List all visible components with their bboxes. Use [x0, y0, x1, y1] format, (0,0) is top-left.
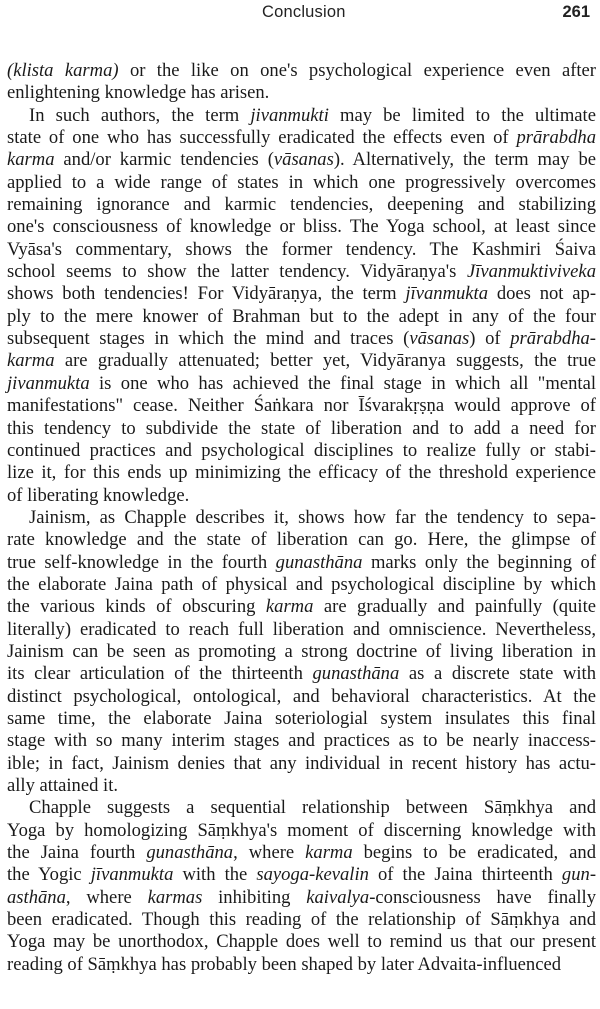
- text-line: karma and/or karmic tendencies (vāsanas). Alternatively, the term may be: [7, 149, 596, 171]
- text-line: its clear articulation of the thirteenth gunasthāna as a discrete state with: [7, 663, 597, 685]
- text-line: of liberating knowledge.: [7, 484, 190, 506]
- text-line: manifestations" cease. Neither Śaṅkara nor Īśvarakṛṣṇa would approve of: [7, 395, 596, 417]
- text-line: true self-knowledge in the fourth gunasthāna marks only the beginning of: [7, 551, 597, 573]
- text-line: karma are gradually attenuated; better yet, Vidyāranya suggests, the true: [7, 350, 596, 372]
- paragraph: [7, 797, 596, 976]
- text-line: the elaborate Jaina path of physical and psychological discipline by which: [7, 573, 596, 595]
- text-line: this tendency to subdivide the state of liberation and to add a need for: [7, 417, 596, 439]
- text-line: stage with so many interim stages and practices as to be nearly inaccess-: [7, 730, 596, 752]
- paragraph: [7, 105, 596, 507]
- text-line: school seems to show the latter tendency. Vidyāraṇya's Jīvanmuktiviveka: [7, 261, 596, 283]
- text-line: one's consciousness of knowledge or bliss. The Yoga school, at least since: [7, 216, 596, 238]
- text-line: enlightening knowledge has arisen.: [7, 82, 270, 104]
- text-line: same time, the elaborate Jaina soteriologial system insulates this final: [7, 707, 596, 729]
- text-line: (klista karma) or the like on one's psychological experience even after: [7, 60, 597, 81]
- text-line: reading of Sāṃkhya has probably been shaped by later Advaita-influenced: [7, 953, 562, 975]
- text-line: the Jaina fourth gunasthāna, where karma begins to be eradicated, and: [7, 842, 596, 864]
- text-line: applied to a wide range of states in which one progressively overcomes: [7, 171, 596, 193]
- text-line: distinct psychological, ontological, and behavioral characteristics. At the: [7, 685, 596, 707]
- text-line: rate knowledge and the state of liberation can go. Here, the glimpse of: [7, 529, 596, 551]
- text-line: asthāna, where karmas inhibiting kaivalya-consciousness have finally: [7, 886, 596, 908]
- text-line: ally attained it.: [7, 775, 119, 796]
- text-line: ply to the mere knower of Brahman but to the adept in any of the four: [7, 305, 596, 327]
- body-text: [7, 60, 596, 976]
- text-line: ible; in fact, Jainism denies that any individual in recent history has actu-: [7, 752, 596, 774]
- text-line: the Yogic jīvanmukta with the sayoga-kevalin of the Jaina thirteenth gun-: [7, 864, 597, 886]
- text-line: Jainism, as Chapple describes it, shows how far the tendency to sepa-: [29, 506, 596, 528]
- paragraph: [7, 507, 596, 797]
- text-line: continued practices and psychological disciplines to realize fully or stabi-: [7, 439, 596, 461]
- running-head: [0, 3, 600, 27]
- text-line: Yoga may be unorthodox, Chapple does well to remind us that our present: [7, 931, 596, 953]
- text-line: lize it, for this ends up minimizing the efficacy of the threshold experience: [7, 462, 596, 484]
- text-line: In such authors, the term jivanmukti may be limited to the ultimate: [29, 104, 596, 126]
- text-line: jivanmukta is one who has achieved the final stage in which all "mental: [7, 372, 596, 394]
- text-line: shows both tendencies! For Vidyāraṇya, the term jīvanmukta does not ap-: [7, 283, 597, 305]
- chapter-title: Conclusion: [262, 3, 346, 21]
- text-line: Jainism can be seen as promoting a strong doctrine of living liberation in: [7, 640, 596, 662]
- paragraph: [7, 60, 596, 105]
- text-line: Vyāsa's commentary, shows the former tendency. The Kashmiri Śaiva: [7, 238, 596, 260]
- page-number: 261: [562, 3, 590, 21]
- text-line: literally) eradicated to reach full liberation and omniscience. Nevertheless,: [7, 618, 596, 640]
- text-line: the various kinds of obscuring karma are gradually and painfully (quite: [7, 596, 596, 618]
- text-line: Chapple suggests a sequential relationship between Sāṃkhya and: [29, 797, 596, 819]
- text-line: subsequent stages in which the mind and traces (vāsanas) of prārabdha-: [7, 328, 596, 350]
- text-line: state of one who has successfully eradicated the effects even of prārabdha: [7, 127, 596, 149]
- text-line: been eradicated. Though this reading of the relationship of Sāṃkhya and: [7, 909, 596, 931]
- text-line: remaining ignorance and karmic tendencies, deepening and stabilizing: [7, 194, 596, 216]
- text-line: Yoga by homologizing Sāṃkhya's moment of discerning knowledge with: [7, 819, 596, 841]
